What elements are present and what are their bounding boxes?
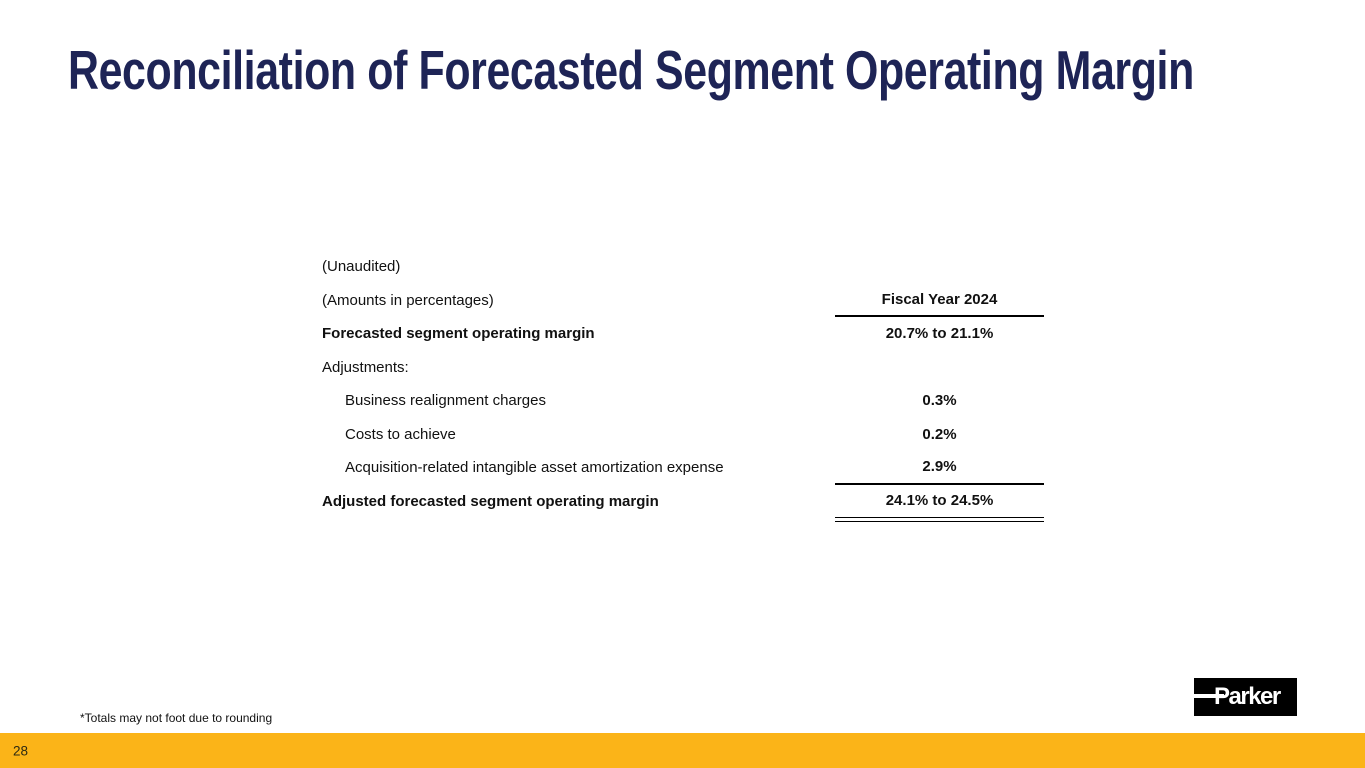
row-value-costs-to-achieve: 0.2% [922, 425, 957, 443]
table-row-unaudited [322, 250, 1044, 284]
unaudited-note: (Unaudited) [322, 258, 401, 276]
empty-cell [835, 351, 1044, 385]
row-value-acquisition-amortization: 2.9% [835, 451, 1044, 485]
row-label-adjustments: Adjustments: [322, 358, 409, 376]
accent-footer-bar [0, 733, 1365, 768]
table-header-row [322, 284, 1044, 318]
row-value-adjusted-margin: 24.1% to 24.5% [835, 485, 1044, 519]
row-label-costs-to-achieve: Costs to achieve [345, 425, 456, 443]
table-row [322, 418, 1044, 452]
row-value-business-realignment: 0.3% [922, 392, 957, 410]
row-label-adjusted-margin: Adjusted forecasted segment operating margin [322, 492, 659, 510]
page-title: Reconciliation of Forecasted Segment Operating Margin [68, 39, 1194, 101]
row-value-forecasted-margin: 20.7% to 21.1% [885, 325, 994, 343]
row-label-business-realignment: Business realignment charges [345, 392, 546, 410]
parker-logo [1194, 678, 1297, 716]
amounts-note: (Amounts in percentages) [322, 291, 494, 309]
table-row [322, 317, 1044, 351]
table-row-total [322, 485, 1044, 519]
row-label-forecasted-margin: Forecasted segment operating margin [322, 325, 595, 343]
table-row [322, 451, 1044, 485]
reconciliation-table [322, 250, 1044, 518]
column-header-fiscal-year: Fiscal Year 2024 [835, 284, 1044, 318]
row-label-acquisition-amortization: Acquisition-related intangible asset amortization expense [345, 459, 724, 477]
rounding-footnote: *Totals may not foot due to rounding [80, 711, 273, 725]
page-number: 28 [13, 743, 29, 758]
table-row [322, 384, 1044, 418]
parker-logo-wordmark: Parker [1214, 683, 1280, 710]
table-row [322, 351, 1044, 385]
empty-cell [835, 250, 1044, 284]
